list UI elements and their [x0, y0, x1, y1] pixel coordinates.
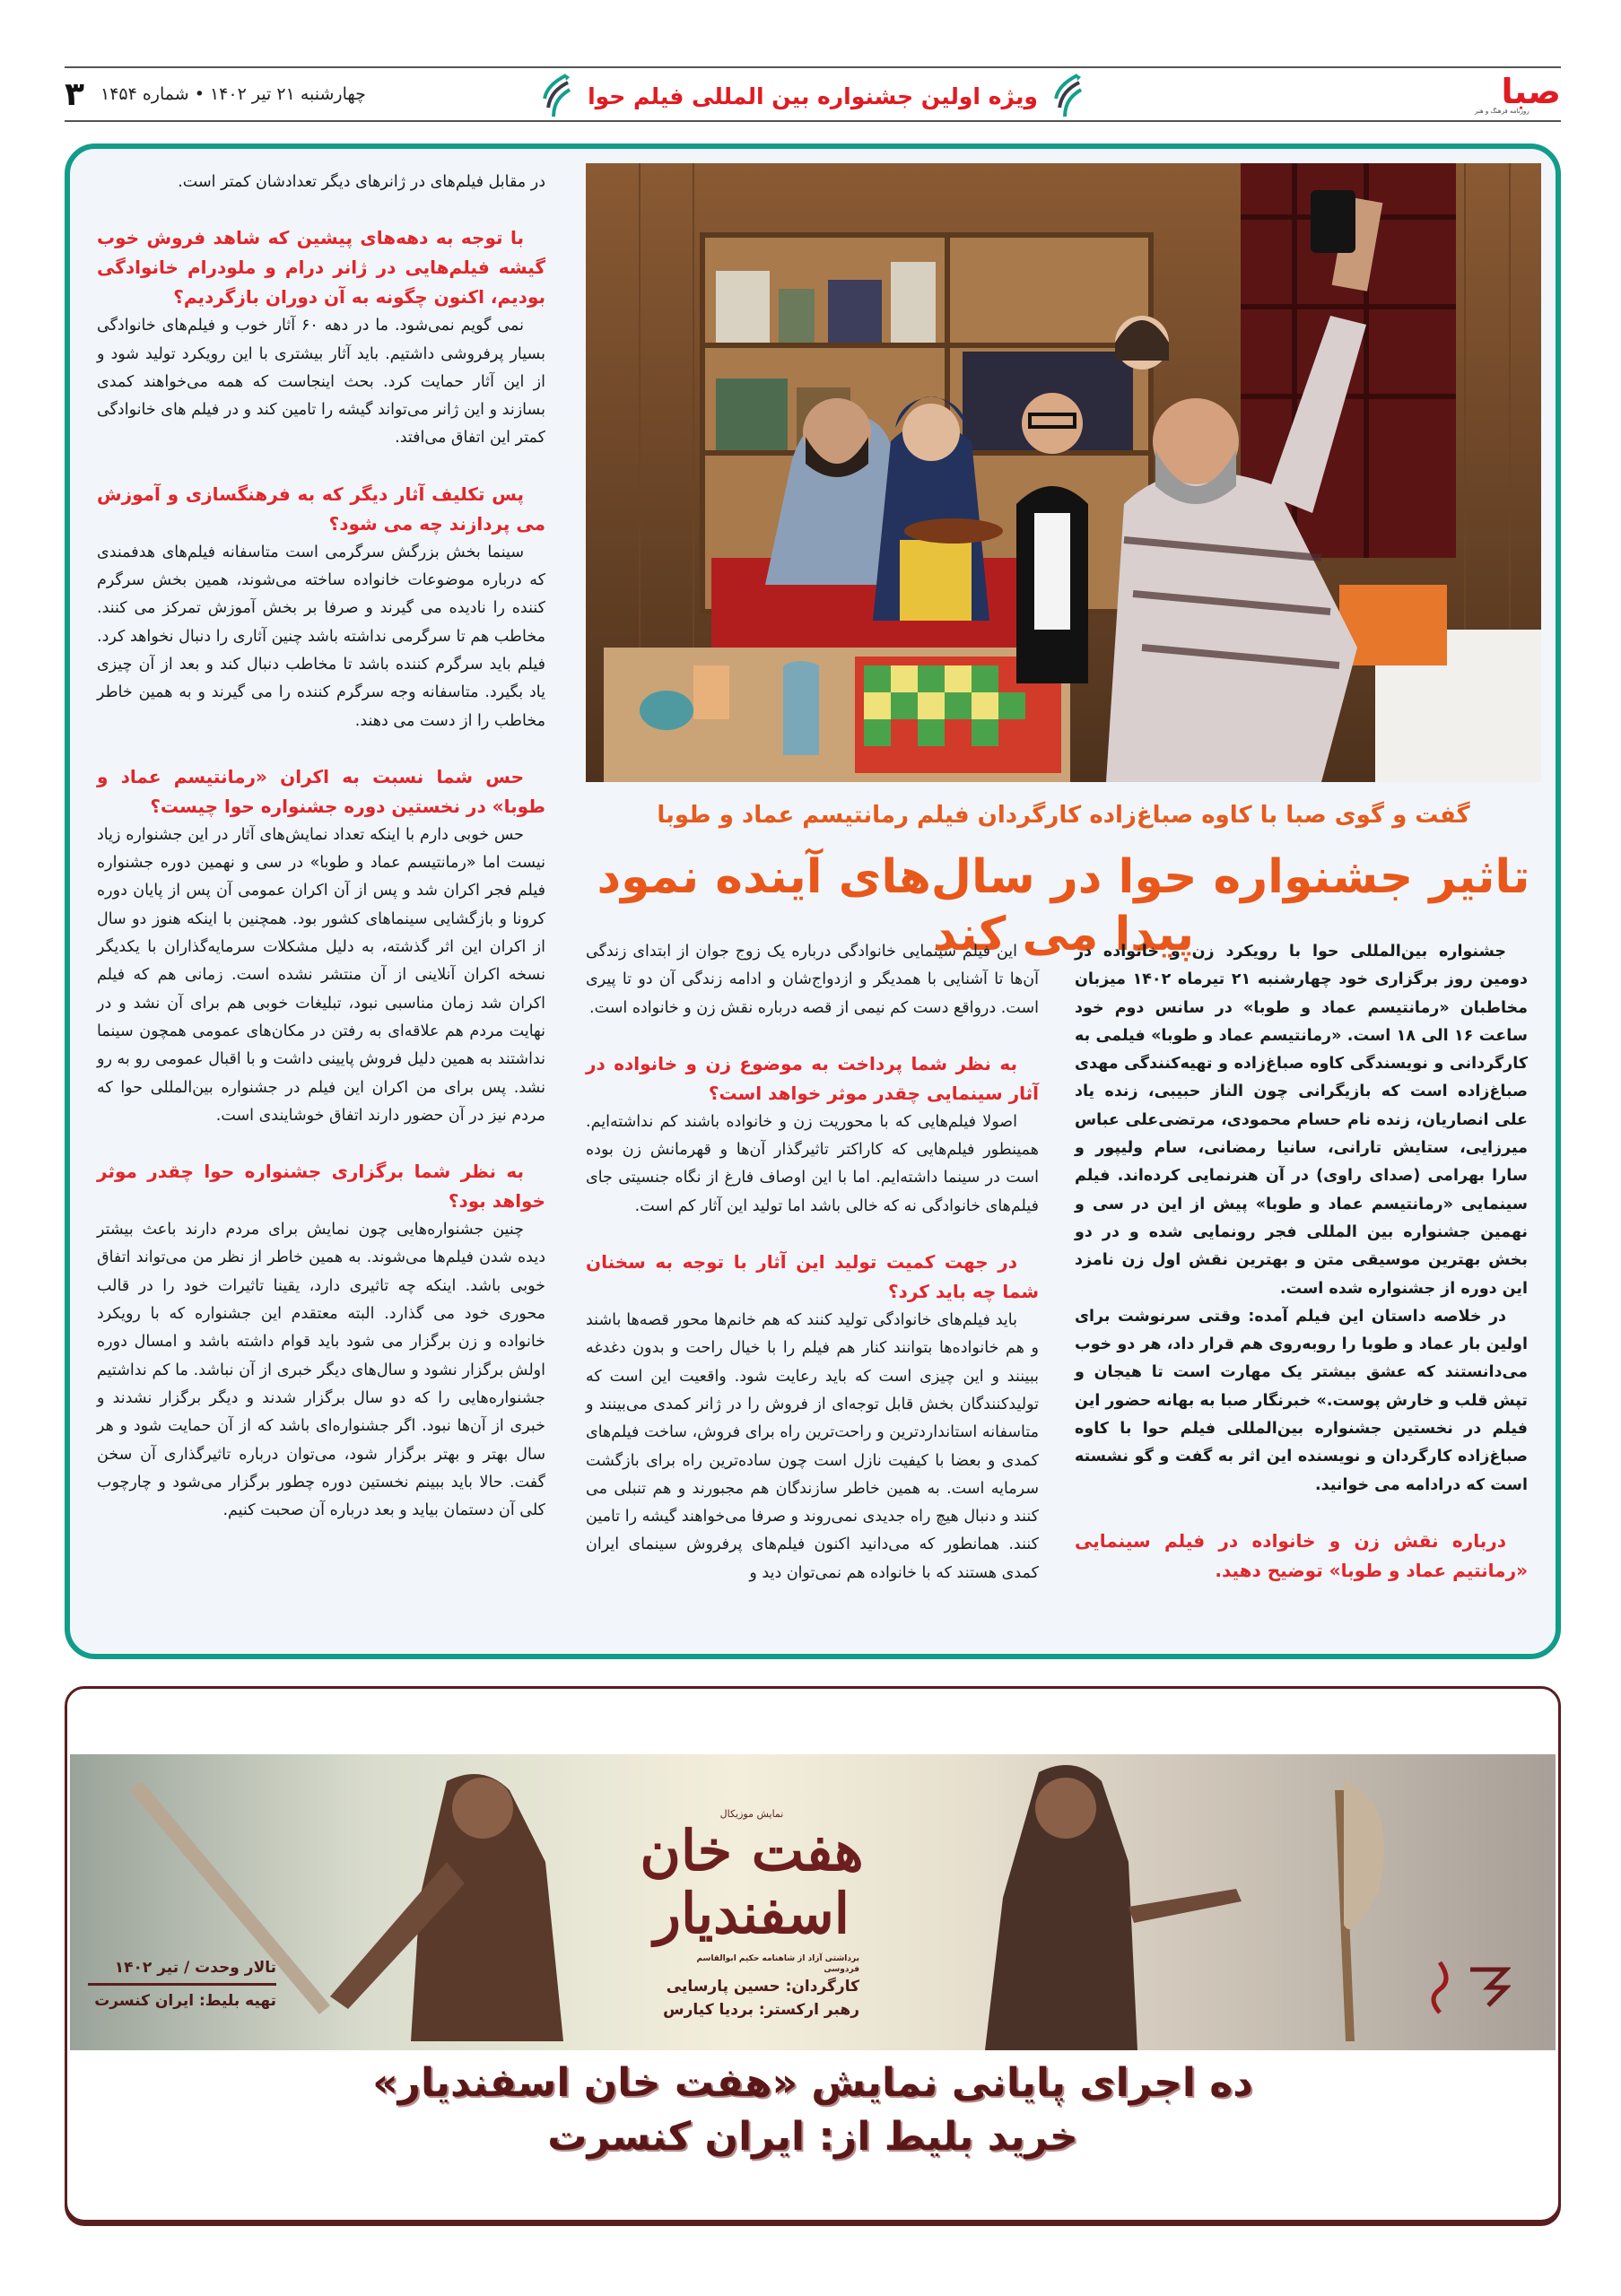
- interview-question: به نظر شما پرداخت به موضوع زن و خانواده در آثار سینمایی چقدر موثر خواهد است؟: [586, 1052, 1039, 1104]
- ad-title-block: [608, 1808, 895, 1945]
- ad-source: برداشتی آزاد از شاهنامه حکیم ابوالقاسم فردوسی: [696, 1954, 859, 1974]
- ad-divider: [88, 1983, 276, 1986]
- issue-date: چهارشنبه ۲۱ تیر ۱۴۰۲ • شماره ۱۴۵۴: [100, 84, 366, 104]
- page-number: ۳: [65, 75, 84, 113]
- family-selfie-illustration: [586, 163, 1541, 782]
- answer-paragraph: نمی گویم نمی‌شود. ما در دهه ۶۰ آثار خوب و فیلم‌های خانوادگی بسیار پرفروشی داشتیم. باید آثار بیشتری با این رویکرد تولید شود و از این آثار حمایت کرد. بحث اینجاست که همه می‌خواهند کمدی بسازند و این ژانر می‌تواند گیشه را تامین کند و در فیلم های خانوادگی کمتر این اتفاق می‌افتد.: [97, 317, 545, 448]
- article-kicker: گفت و گوی صبا با کاوه صباغ‌زاده کارگردان فیلم رمانتیسم عماد و طوبا: [657, 802, 1470, 829]
- sponsor-logo-icon: [1466, 1961, 1511, 2014]
- ad-venue: تالار وحدت / تیر ۱۴۰۲: [114, 1959, 276, 1977]
- answer-paragraph: سینما بخش بزرگش سرگرمی است متاسفانه فیلم‌های هدفمندی که درباره موضوعات خانواده ساخته می‌شوند، همین بخش سرگرم کننده را نادیده می گیرند و صرفا بر بخش آموزش تمرکز می کنند. مخاطب هم تا سرگرمی نداشته باشد چنین آثاری را دنبال نخواهد کرد. فیلم باید سرگرم کننده باشد تا مخاطب دنبال کند و بعد از آن چیزی یاد بگیرد. متاسفانه وجه سرگرم کننده را می گیرند و به همین خاطر مخاطب را از دست می دهند.: [97, 543, 545, 730]
- answer-paragraph: باید فیلم‌های خانوادگی تولید کنند که هم خانم‌ها محور قصه‌ها باشند و هم خانواده‌ها بتوانند کنار هم فیلم را با خیال راحت و بدون دغدغه ببینند و این چیزی است که باید رعایت شود. واقعیت این است که تولیدکنندگان بخش قابل توجه‌ای از فروش را در ژانر کمدی می‌بینند و متاسفانه استانداردترین و راحت‌ترین راه برای فروش، ساخت فیلم‌های کمدی و بعضا با کیفیت نازل است چون ساده‌ترین راه برای بازگشت سرمایه است. به همین خاطر سازندگان هم مجبورند و هم تنبلی می کنند و دنبال هیچ راه جدیدی نمی‌روند و صرفا می‌خواهند گیشه را تامین کنند. همانطور که می‌دانید اکنون فیلم‌های پرفروش سینمای ایران کمدی هستند که با خانواده هم نمی‌توان دید و: [586, 1311, 1039, 1582]
- issue-info: [65, 68, 366, 120]
- interview-question: به نظر شما برگزاری جشنواره حوا چقدر موثر خواهد بود؟: [97, 1161, 545, 1213]
- newspaper-logo[interactable]: [1475, 72, 1561, 120]
- interview-question: حس شما نسبت به اکران «رمانتیسم عماد و طوبا» در نخستین دوره جشنواره حوا چیست؟: [97, 765, 545, 817]
- ad-director: کارگردان: حسین پارسایی: [666, 1978, 859, 1996]
- ad-caption: [67, 2057, 1558, 2164]
- interview-question: پس تکلیف آثار دیگر که به فرهنگسازی و آموزش می پردازند چه می شود؟: [97, 483, 545, 535]
- answer-paragraph: حس خوبی دارم با اینکه تعداد نمایش‌های آثار در این جشنواره زیاد نیست اما «رمانتیسم عماد و طوبا» در سی و نهمین دوره جشنواره فیلم فجر اکران شد و پس از آن اکران عمومی آن پس از پایان دوره کرونا و بازگشایی سینماهای کشور بود. همچنین با اینکه هنوز دو سال از اکران این اثر گذشته، به دلیل مشکلات سرمایه‌گذاران با یکدیگر نسخه اکران آنلاینی از آن منتشر نشده است. زمانی هم که فیلم اکران شد زمان مناسبی نبود، تبلیغات خوبی هم برای آن نشد و در نهایت مردم هم علاقه‌ای به رفتن در مکان‌های عمومی همچون سینما نداشتند به همین دلیل فروش پایینی داشت و با اقبال عمومی رو به رو نشد. پس برای من اکران این فیلم در جشنواره بین‌المللی حوا که مردم نیز در آن حضور دارند اتفاق خوشایندی است.: [97, 825, 545, 1125]
- theater-advertisement[interactable]: [65, 1686, 1561, 2222]
- left-column: [97, 169, 545, 1525]
- ad-poster-banner: [70, 1754, 1556, 2050]
- ad-caption-line: خرید بلیط از: ایران کنسرت: [547, 2114, 1078, 2160]
- ad-pre-title: نمایش موزیکال: [719, 1808, 784, 1820]
- answer-paragraph: اصولا فیلم‌هایی که با محوریت زن و خانواده باشند کم نداشته‌ایم. همینطور فیلم‌هایی که کاراکتر تاثیرگذار آن‌ها و قهرمانش زن بوده است در سینما داشته‌ایم. اما با این اوصاف فارغ از نگاه جنسیتی جای فیلم‌های خانوادگی نه که خالی باشد اما تولید این آثار کم است.: [586, 1112, 1039, 1215]
- ad-tickets: تهیه بلیط: ایران کنسرت: [94, 1992, 276, 2010]
- special-section-banner: [539, 72, 1086, 120]
- interview-question: با توجه به دهه‌های پیشین که شاهد فروش خوب گیشه فیلم‌هایی در ژانر درام و ملودرام خانوادگی بودیم، اکنون چگونه به آن دوران بازگردیم؟: [97, 227, 545, 309]
- special-section-title: ویژه اولین جشنواره بین المللی فیلم حوا: [588, 83, 1038, 109]
- answer-paragraph: چنین جشنواره‌هایی چون نمایش برای مردم دارند باعث بیشتر دیده شدن فیلم‌ها می‌شوند. به همین خاطر از نظر من می‌تواند اتفاق خوبی باشد. اینکه چه تاثیری دارد، یقینا تاثیرات خود را در قالب محوری خود می گذارد. البته معتقدم این جشنواره که با رویکرد خانواده و زن برگزار می شود باید قوام داشته باشد و امسال دوره اولش برگزار نشود و سال‌های دیگر خبری از آن نباشد. ما کم نداشتیم جشنواره‌هایی را که دو سال برگزار شدند و دیگر برگزار نشدند و خبری از آن‌ها نبود. اگر جشنواره‌ای باشد که از آن حمایت شود و هر سال بهتر و بهتر برگزار شود، می‌توان درباره تاثیرگذاری آن سخن گفت. حالا باید ببینم نخستین دوره چطور برگزار می‌شود و چارچوب کلی آن دستمان بیاید و بعد درباره آن صحبت کنیم.: [97, 1221, 545, 1520]
- ad-show-title: هفت خان اسفندیار: [640, 1818, 864, 1946]
- festival-emblem-icon: [1050, 72, 1086, 120]
- interview-question: در جهت کمیت تولید این آثار با توجه به سخنان شما چه باید کرد؟: [586, 1251, 1039, 1303]
- lead-column: [1075, 938, 1528, 1586]
- lead-paragraph: در خلاصه داستان این فیلم آمده: وقتی سرنوشت برای اولین بار عماد و طوبا را روبه‌روی هم قرار داد، هر دو خوب می‌دانستند که عشق بیشتر یک مهارت است تا هیجان و تپش قلب و خارش پوست.» خبرنگار صبا به بهانه حضور این فیلم در نخستین جشنواره بین‌المللی فیلم حوا با کاوه صباغ‌زاده کارگردان و نویسنده این اثر به گفت و گو نشسته است که درادامه می خوانید.: [1075, 1307, 1528, 1494]
- sponsor-logos: [1426, 1961, 1511, 2014]
- masthead: [65, 66, 1561, 122]
- ad-credits: [662, 1953, 859, 2022]
- sponsor-logo-icon: [1426, 1961, 1453, 2014]
- festival-emblem-icon: [539, 72, 575, 120]
- middle-column: [586, 938, 1039, 1587]
- interview-article: [65, 144, 1561, 1659]
- logo-tagline: روزنامه فرهنگ و هنر: [1475, 108, 1529, 115]
- interview-question: درباره نقش زن و خانواده در فیلم سینمایی «رمانتیم عماد و طوبا» توضیح دهید.: [1075, 1529, 1528, 1581]
- answer-paragraph: در مقابل فیلم‌های در ژانرهای دیگر تعدادشان کمتر است.: [178, 173, 545, 191]
- article-headline: تاثیر جشنواره حوا در سال‌های آینده نمود پیدا می کند: [597, 850, 1530, 961]
- ad-conductor: رهبر ارکستر: بردیا کیارس: [663, 2001, 859, 2019]
- lead-paragraph: جشنواره بین‌المللی حوا با رویکرد زن و خانواده در دومین روز برگزاری خود چهارشنبه ۲۱ تیرماه ۱۴۰۲ میزبان مخاطبان «رمانتیسم عماد و طوبا» در سانس دوم خود ساعت ۱۶ الی ۱۸ است. «رمانتیسم عماد و طوبا» فیلمی به کارگردانی و نویسندگی کاوه صباغ‌زاده و تهیه‌کنندگی مهدی صباغ‌زاده است که بازیگرانی چون الناز حبیبی، زنده یاد علی انصاریان، زنده نام حسام محمودی، مرتضی‌علی عباس میرزایی، ستایش تارانی، سانیا رمضانی، سام ولیپور و سارا بهرامی (صدای راوی) در آن هنرنمایی کرده‌اند. فیلم سینمایی «رمانتیسم عماد و طوبا» پیش از این در سی و نهمین جشنواره بین المللی فجر رونمایی شده و در دو بخش بهترین موسیقی متن و بهترین نقش اول زن نامزد این دوره از جشنواره شده است.: [1075, 943, 1528, 1298]
- film-still-photo: [586, 163, 1541, 782]
- answer-paragraph: این فیلم سینمایی خانوادگی درباره یک زوج جوان از ابتدای زندگی آن‌ها تا آشنایی با همدیگر و ازدواج‌شان و ادامه زندگی آن دو تا پیری است. درواقع دست کم نیمی از قصه درباره نقش زن و خانواده است.: [586, 943, 1039, 1017]
- ad-venue-info: [88, 1956, 276, 2013]
- logo-wordmark: صبا: [1501, 72, 1561, 111]
- ad-caption-line: ده اجرای پایانی نمایش «هفت خان اسفندیار»: [372, 2060, 1253, 2106]
